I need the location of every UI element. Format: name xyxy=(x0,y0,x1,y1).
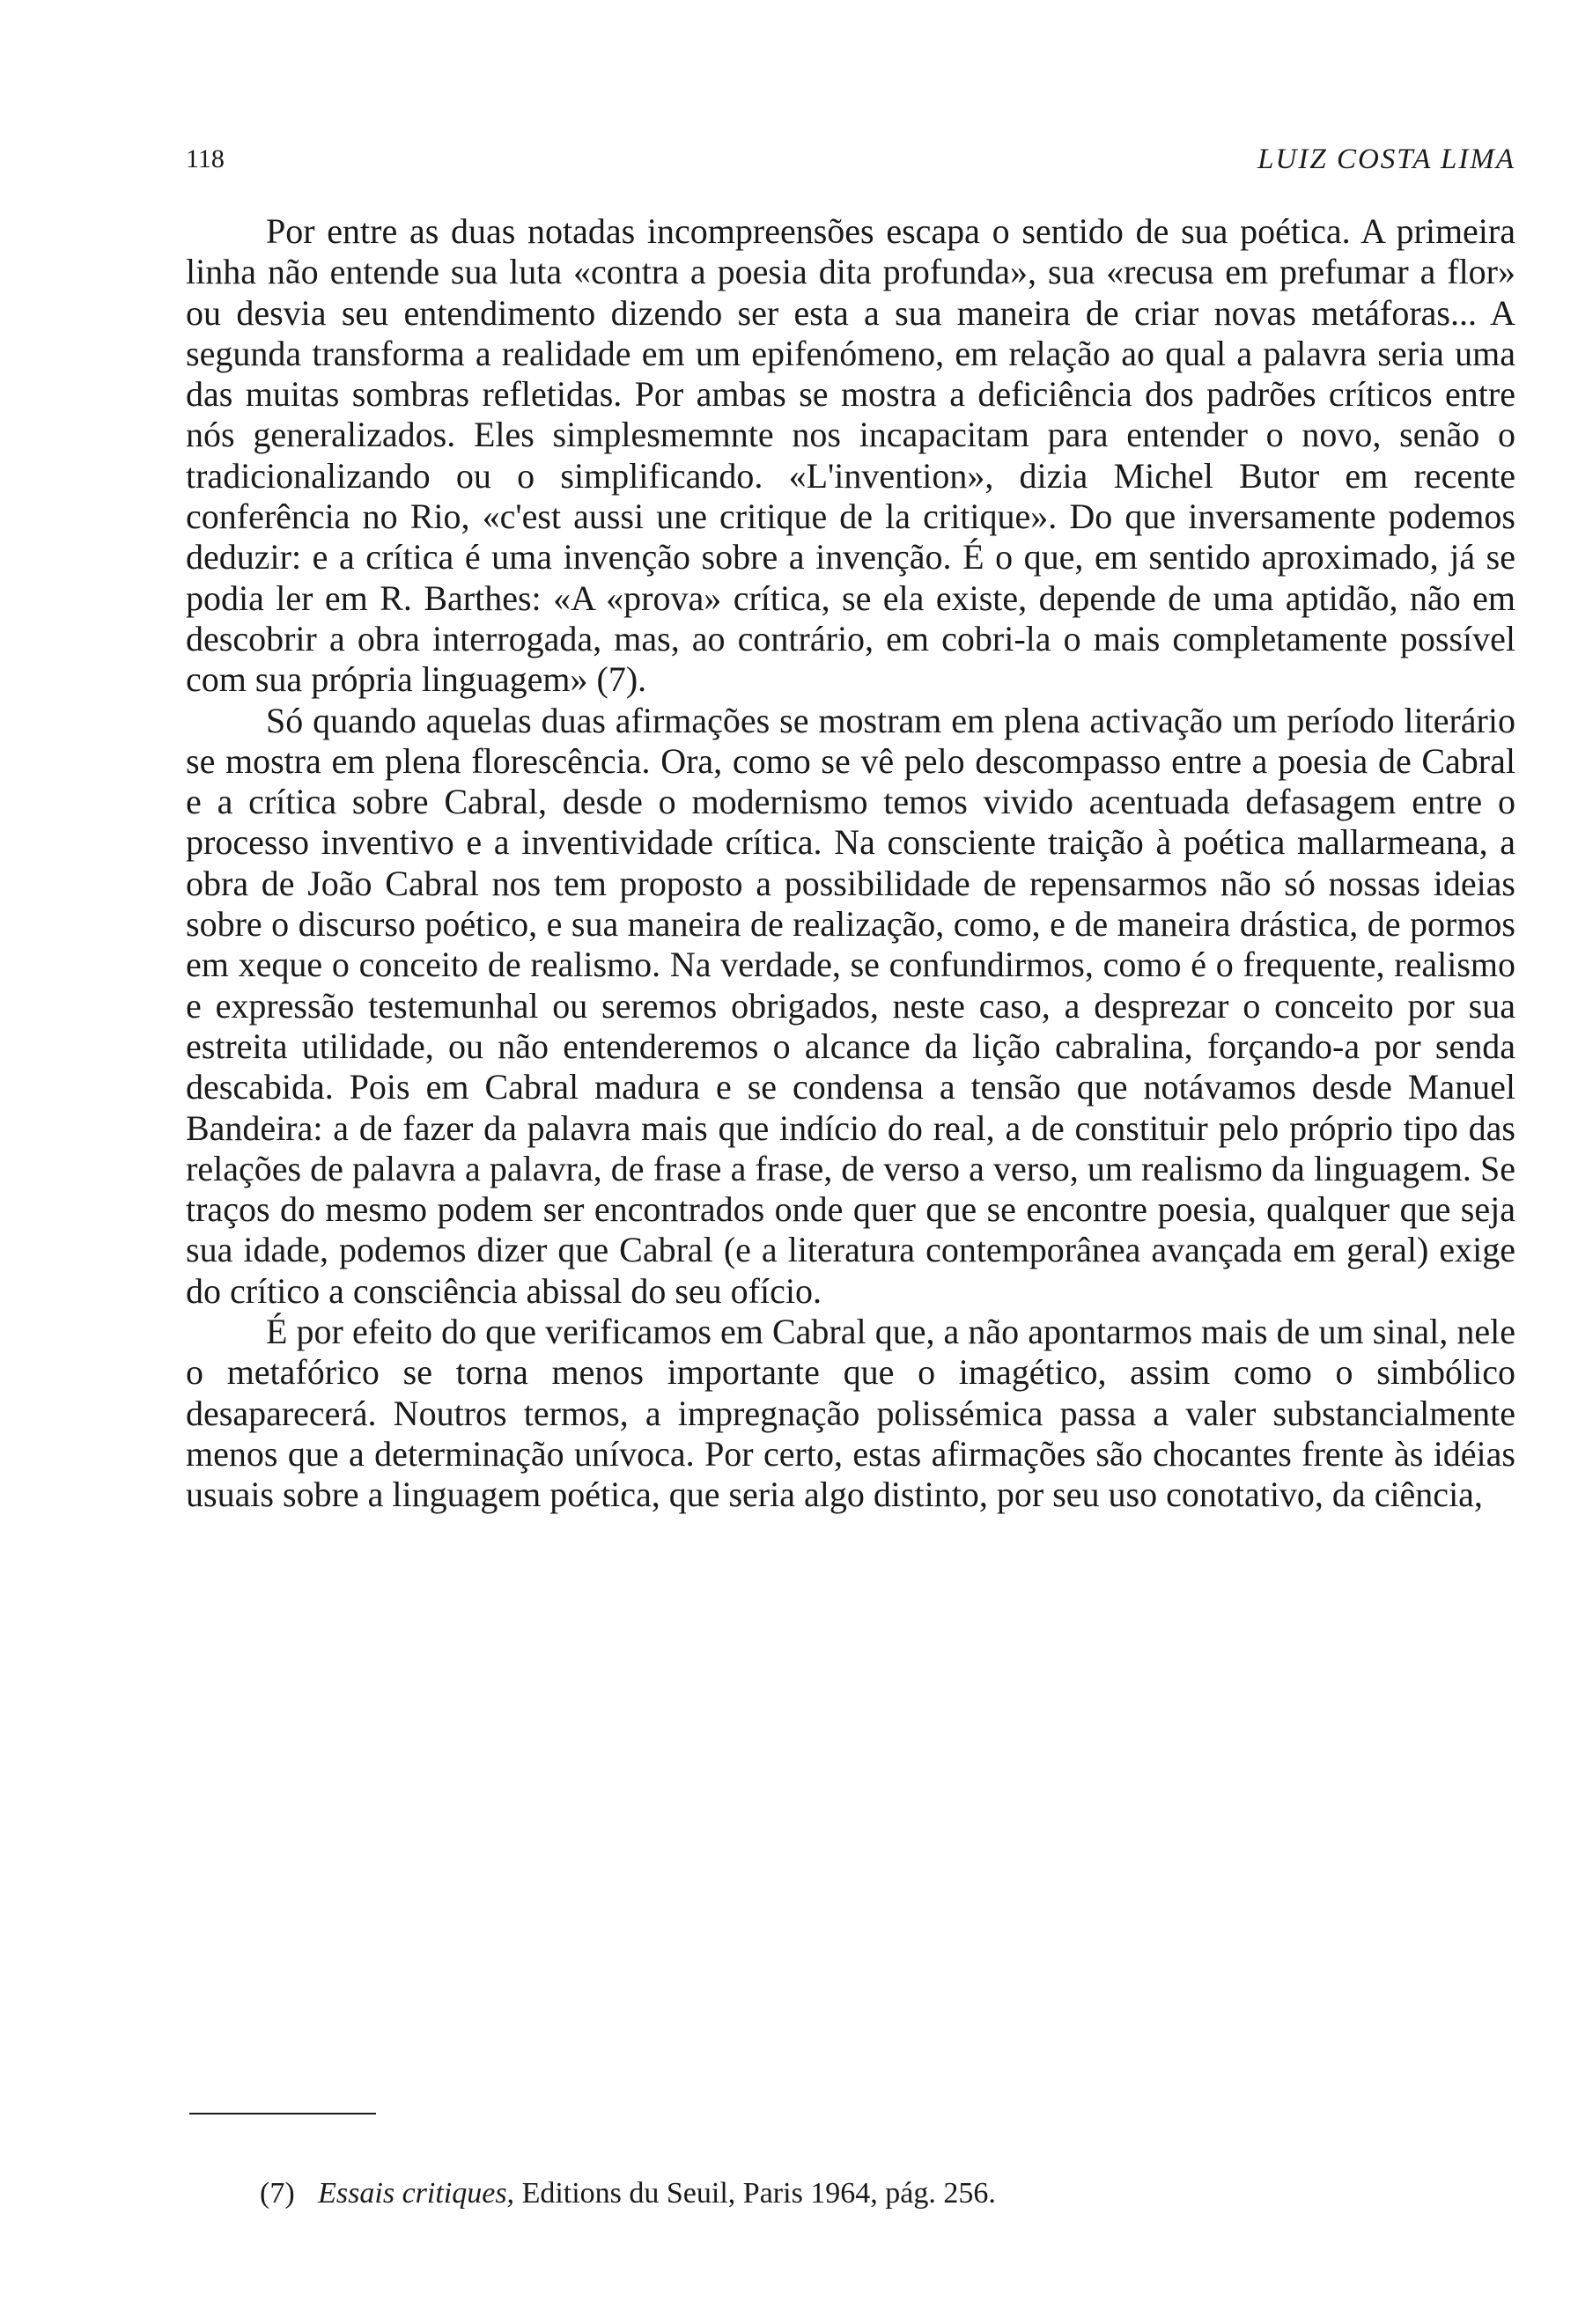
footnote xyxy=(260,2173,1510,2214)
paragraph: É por efeito do que verificamos em Cabral que, a não apontarmos mais de um sinal, nele o metafórico se torna menos importante que o imagético, assim como o simbólico desaparecerá. Noutros termos, a impregnação polissémica passa a valer substancialmente menos que a determinação unívoca. Por certo, estas afirmações são chocantes frente às idéias usuais sobre a linguagem poética, que seria algo distinto, por seu uso conotativo, da ciência, xyxy=(186,1312,1515,1515)
footnote-title: Essais critiques, xyxy=(318,2177,515,2210)
running-head xyxy=(186,139,1515,180)
footnote-divider xyxy=(189,2113,376,2114)
paragraph: Só quando aquelas duas afirmações se mostram em plena activação um período literário se mostra em plena florescência. Ora, como se vê pelo descompasso entre a poesia de Cabral e a crítica sobre Cabral, desde o modernismo temos vivido acentuada defasagem entre o processo inventivo e a inventividade crítica. Na consciente traição à poética mallarmeana, a obra de João Cabral nos tem proposto a possibilidade de repensarmos não só nossas ideias sobre o discurso poético, e sua maneira de realização, como, e de maneira drástica, de pormos em xeque o conceito de realismo. Na verdade, se confundirmos, como é o frequente, realismo e expressão testemunhal ou seremos obrigados, neste caso, a desprezar o conceito por sua estreita utilidade, ou não entenderemos o alcance da lição cabralina, forçando-a por senda descabida. Pois em Cabral madura e se condensa a tensão que notávamos desde Manuel Bandeira: a de fazer da palavra mais que indício do real, a de constituir pelo próprio tipo das relações de palavra a palavra, de frase a frase, de verso a verso, um realismo da linguagem. Se traços do mesmo podem ser encontrados onde quer que se encontre poesia, qualquer que seja sua idade, podemos dizer que Cabral (e a literatura contemporânea avançada em geral) exige do crítico a consciência abissal do seu ofício. xyxy=(186,700,1515,1311)
footnote-text: Editions du Seuil, Paris 1964, pág. 256. xyxy=(521,2177,996,2210)
running-head-author: LUIZ COSTA LIMA xyxy=(1257,143,1515,175)
page-number: 118 xyxy=(186,144,225,173)
footnote-marker: (7) xyxy=(260,2177,295,2210)
paragraph: Por entre as duas notadas incompreensões escapa o sentido de sua poética. A primeira linha não entende sua luta «contra a poesia dita profunda», sua «recusa em prefumar a flor» ou desvia seu entendimento dizendo ser esta a sua maneira de criar novas metáforas... A segunda transforma a realidade em um epifenómeno, em relação ao qual a palavra seria uma das muitas sombras refletidas. Por ambas se mostra a deficiência dos padrões críticos entre nós generalizados. Eles simplesmemnte nos incapacitam para entender o novo, senão o tradicionalizando ou o simplificando. «L'invention», dizia Michel Butor em recente conferência no Rio, «c'est aussi une critique de la critique». Do que inversamente podemos deduzir: e a crítica é uma invenção sobre a invenção. É o que, em sentido aproximado, já se podia ler em R. Barthes: «A «prova» crítica, se ela existe, depende de uma aptidão, não em descobrir a obra interrogada, mas, ao contrário, em cobri-la o mais completamente possível com sua própria linguagem» (7). xyxy=(186,211,1515,700)
body-text xyxy=(186,211,1515,1516)
